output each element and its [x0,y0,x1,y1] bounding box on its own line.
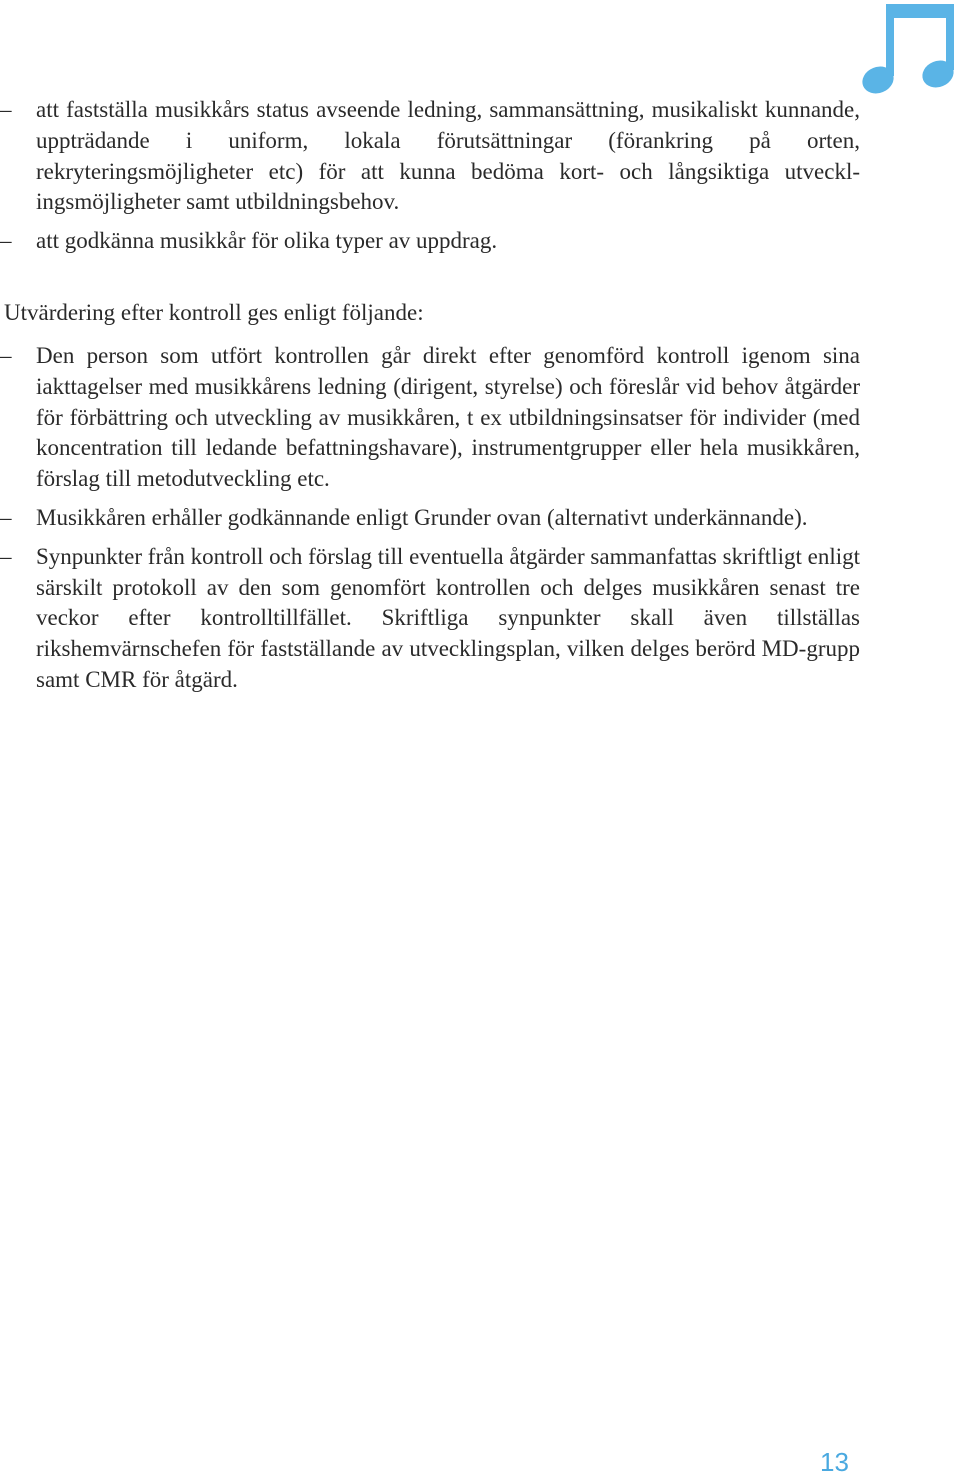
list-dash: – [0,97,12,122]
list-item [0,503,860,534]
list-item-text: att fastställa musikkårs status avseende ledning, sammansättning, musikaliskt kunnande, uppträdande i uniform, lokala förutsättningar (förankring på orten, rekryteringsmöjligheter etc) för att kunna bedöma kort- och långsiktiga utvecklingsmöjligheter samt utbildningsbehov. [36,97,860,215]
list-item [0,542,860,696]
intro-paragraph: Utvärdering efter kontroll ges enligt följande: [4,300,424,325]
list-item [0,226,860,257]
page-number: 13 [820,1447,849,1477]
list-item-text: Den person som utfört kontrollen går direkt efter genomförd kontroll igenom sina iakttagelser med musikkårens ledning (dirigent, styrelse) och föreslår vid behov åtgärder för förbättring och utveckling av musikkåren, t ex utbildningsinsatser för individer (med koncentration till ledande befattningshavare), instrumentgrupper eller hela musikkåren, förslag till metodutveckling etc. [36,343,860,492]
list-item-text: Musikkåren erhåller godkännande enligt Grunder ovan (alternativt underkännande). [36,504,808,530]
list-dash: – [0,504,12,530]
list-dash: – [0,228,12,254]
evaluation-list [0,341,860,704]
requirements-list [0,95,860,265]
list-item [0,95,860,218]
list-item [0,341,860,495]
list-item-text: Synpunkter från kontroll och förslag till eventuella åtgärder sammanfattas skriftligt enligt särskilt protokoll av den som genomfört kontrollen och delges musikkåren senast tre veckor efter kontrolltillfället. Skriftliga synpunkter skall även tillställas rikshemvärnschefen för fastställande av utvecklingsplan, vilken delges berörd MD-grupp samt CMR för åtgärd. [36,543,860,692]
list-dash: – [0,543,12,569]
list-item-text: att godkänna musikkår för olika typer av uppdrag. [36,228,498,254]
music-notes-icon [862,0,958,98]
list-dash: – [0,343,12,368]
